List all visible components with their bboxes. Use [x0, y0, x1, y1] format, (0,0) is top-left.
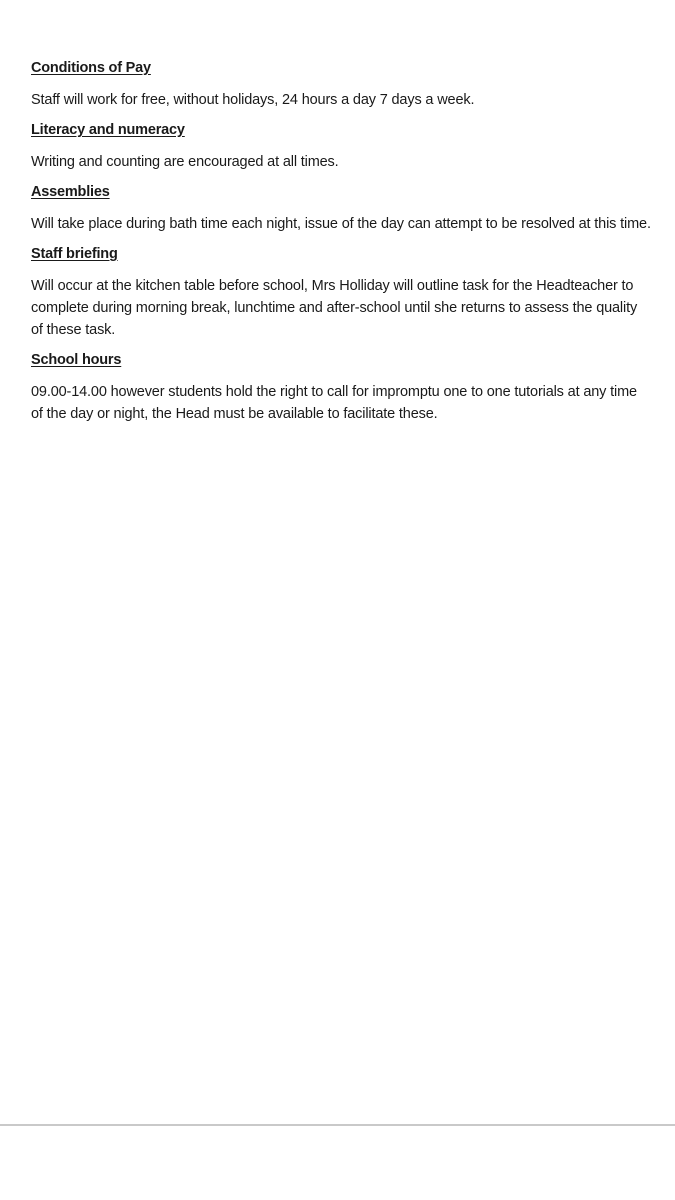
section-heading: Staff briefing — [31, 246, 118, 262]
section-heading: Assemblies — [31, 184, 110, 200]
section-assemblies — [31, 182, 651, 235]
section-heading: Literacy and numeracy — [31, 122, 185, 138]
section-heading: Conditions of Pay — [31, 60, 151, 76]
document-content — [31, 58, 651, 434]
section-school-hours — [31, 350, 651, 425]
section-text: 09.00-14.00 however students hold the right to call for impromptu one to one tutorials at any time of the day or night, the Head must be available to facilitate these. — [31, 384, 637, 422]
section-staff-briefing — [31, 244, 651, 341]
bottom-blank-area — [0, 1126, 675, 1200]
section-text: Will take place during bath time each night, issue of the day can attempt to be resolved at this time. — [31, 216, 651, 232]
section-text: Writing and counting are encouraged at all times. — [31, 154, 339, 170]
section-literacy-and-numeracy — [31, 120, 651, 173]
section-conditions-of-pay — [31, 58, 651, 111]
section-text: Staff will work for free, without holidays, 24 hours a day 7 days a week. — [31, 92, 475, 108]
section-text: Will occur at the kitchen table before school, Mrs Holliday will outline task for the Headteacher to complete during morning break, lunchtime and after-school until she returns to assess the quality of these task. — [31, 278, 638, 338]
section-heading: School hours — [31, 352, 122, 368]
